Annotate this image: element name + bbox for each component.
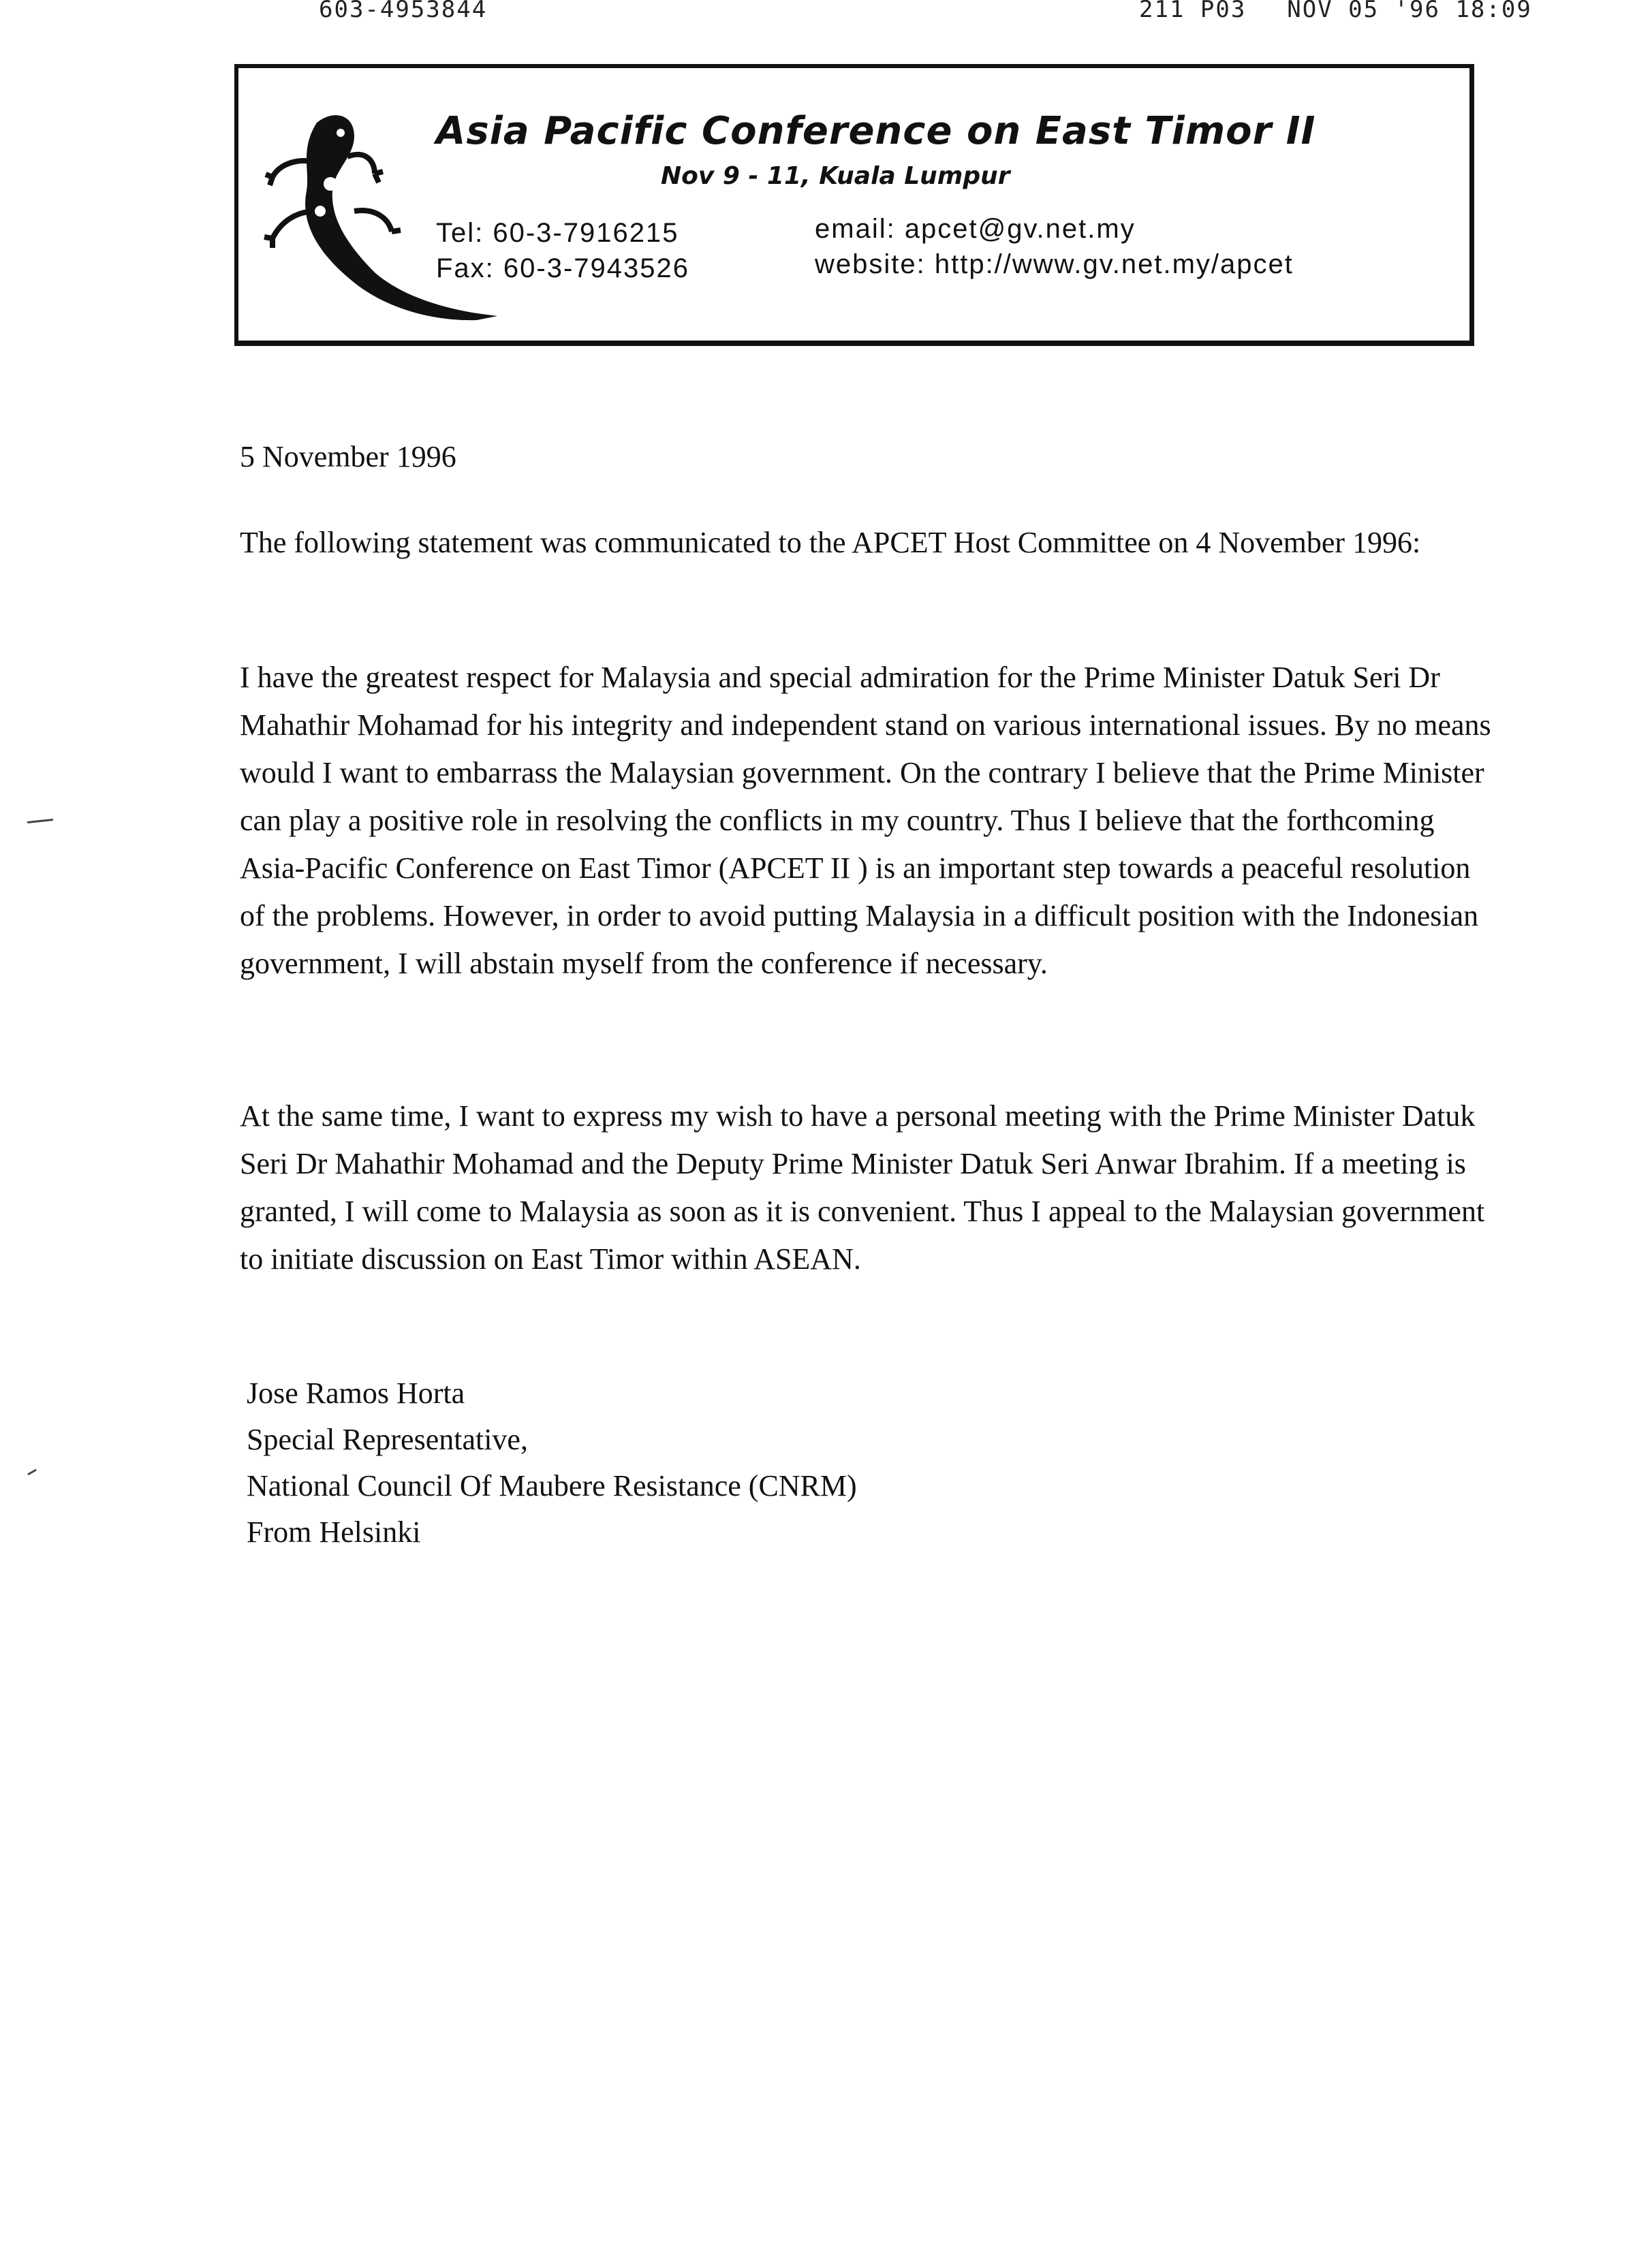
statement-paragraph-1	[240, 654, 1500, 988]
telephone: Tel: 60-3-7916215	[436, 218, 679, 248]
intro-text: The following statement was communicated to the APCET Host Committee on 4 November 1996:	[240, 526, 1421, 559]
website: website: http://www.gv.net.my/apcet	[815, 249, 1294, 279]
fax-sender-number: 603-4953844	[319, 0, 488, 23]
fax-page-datetime	[1139, 0, 1573, 23]
paragraph-2-text: At the same time, I want to express my wish to have a personal meeting with the Prime Minister Datuk Seri Dr Mahathir Mohamad and the Deputy Prime Minister Datuk Seri Anwar Ibrahim. If a meeting is granted, I will come to Malaysia as soon as it is convenient. Thus I appeal to the Malaysian government to initiate discussion on East Timor within ASEAN.	[240, 1099, 1485, 1276]
conference-dates: Nov 9 - 11, Kuala Lumpur	[661, 162, 1010, 190]
fax-number: Fax: 60-3-7943526	[436, 253, 690, 283]
statement-paragraph-2	[240, 1092, 1500, 1283]
intro-paragraph	[240, 519, 1452, 567]
fax-datetime: NOV 05 '96 18:09	[1287, 0, 1532, 23]
signatory-location: From Helsinki	[247, 1515, 421, 1549]
signature-block	[247, 1370, 857, 1556]
conference-title: Asia Pacific Conference on East Timor II	[436, 109, 1316, 153]
fax-page: 211 P03	[1139, 0, 1247, 23]
paragraph-1-text: I have the greatest respect for Malaysia and special admiration for the Prime Minister Datuk Seri Dr Mahathir Mohamad for his integrity and independent stand on various international issues. By no means would I want to embarrass the Malaysian government. On the contrary I believe that the Prime Minister can play a positive role in resolving the conflicts in my country. Thus I believe that the forthcoming Asia-Pacific Conference on East Timor (APCET II ) is an important step towards a peaceful resolution of the problems. However, in order to avoid putting Malaysia in a difficult position with the Indonesian government, I will abstain myself from the conference if necessary.	[240, 661, 1491, 980]
letter-date: 5 November 1996	[240, 440, 456, 473]
email-address: email: apcet@gv.net.my	[815, 214, 1136, 244]
signatory-organization: National Council Of Maubere Resistance (CNRM)	[247, 1469, 857, 1502]
signatory-title: Special Representative,	[247, 1423, 528, 1456]
scan-artifact	[27, 1469, 37, 1476]
fax-header	[0, 0, 1635, 27]
signatory-name: Jose Ramos Horta	[247, 1376, 465, 1410]
letterhead	[234, 64, 1474, 346]
scan-artifact	[27, 819, 53, 823]
